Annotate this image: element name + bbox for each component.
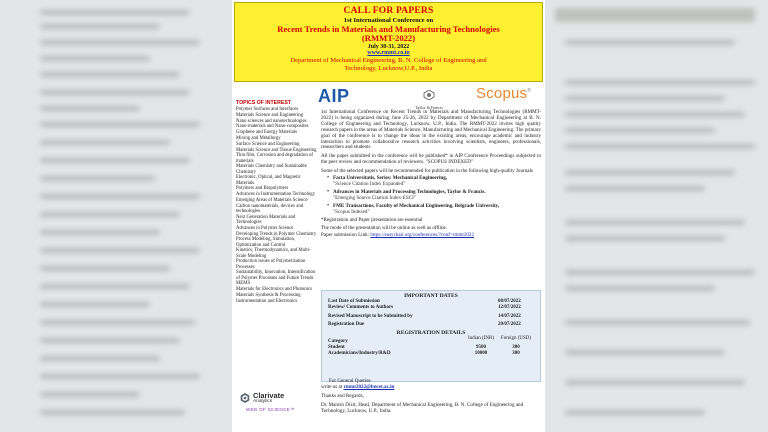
journal-item	[327, 176, 541, 188]
conference-date: July 30-31, 2022	[367, 44, 410, 51]
write-label: write us at	[321, 384, 343, 390]
conference-title-line1: Recent Trends in Materials and Manufacturing Technologies	[277, 24, 500, 34]
taylor-francis-logo	[414, 87, 444, 110]
journal-index: "Science Citation Index Expanded"	[333, 180, 406, 187]
signature-line: Dr. Manish Dixit, Head, Department of Mechanical Engineering, B. N. College of Engineering and Technology, Lucknow, U.P., India.	[321, 402, 524, 414]
journal-name: • Facta Universitatis, Series: Mechanical Engineering,	[333, 175, 448, 182]
journal-name: • FME Transactions, Faculty of Mechanical Engineering, Belgrade University,	[333, 202, 500, 209]
topic-item: Developing Trends in Polymer Chemistry	[236, 231, 317, 237]
contact-email-link[interactable]: rmmt2022@bncet.ac.in	[343, 384, 395, 390]
selected-papers-paragraph: Some of the selected papers will be recommended for publication in the following high-quality Journals	[321, 168, 533, 175]
scopus-logo	[476, 85, 531, 102]
submission-label: Paper submission Link:	[321, 232, 370, 239]
journal-list	[327, 176, 541, 215]
topic-item: Process Modeling, Simulation, Optimization and Control	[236, 237, 296, 248]
web-of-science-label: WEB OF SCIENCE™	[246, 407, 295, 412]
presentation-mode: The mode of the presentation will be online as well as offline.	[321, 225, 448, 232]
poster-header	[234, 2, 543, 82]
journal-item	[327, 204, 541, 216]
topic-item: Materials Science and Tissue Engineering	[236, 147, 317, 153]
registration-table	[322, 336, 540, 358]
organizer-department	[235, 57, 542, 72]
date-value: 14/07/2022	[498, 313, 521, 319]
clarivate-emblem-icon	[240, 393, 250, 403]
aip-logo: AIP	[318, 86, 350, 106]
conference-poster	[232, 0, 545, 432]
date-value: 20/07/2022	[498, 322, 521, 328]
registration-header-row	[328, 336, 534, 345]
topic-item: Nano sciences and nanotechnologies	[236, 118, 307, 124]
call-for-papers-heading: CALL FOR PAPERS	[343, 6, 434, 16]
poster-footer	[321, 378, 541, 414]
topic-item: MEMS	[236, 281, 251, 287]
organizer-line1: Department of Mechanical Engineering, B. N. College of Engineering and	[290, 57, 487, 65]
topic-item: Production issues of Polymerization Processes	[236, 259, 306, 270]
col-indian: Indian (INR)	[468, 335, 494, 341]
topic-item: Sustainability, Innovation, Intensification of Polymer Processes and Future Trends	[236, 270, 316, 281]
date-row	[322, 305, 540, 311]
date-value: 08/07/2022	[498, 299, 521, 304]
topic-item: Polymer Surfaces and Interfaces	[236, 107, 299, 112]
topic-item: Materials Synthesis & Processing	[236, 292, 301, 298]
conference-ordinal: 1st International Conference on	[343, 17, 434, 24]
topic-item: Emerging Areas of Materials Science	[236, 197, 308, 203]
date-value: 12/07/2022	[498, 305, 521, 311]
topic-item: Carbon nanomaterials, devices and technologies	[236, 203, 304, 214]
topic-item: Advances in Instrumentation Technology	[236, 192, 316, 198]
topic-item: Materials for Electronics and Photonics	[236, 287, 312, 293]
topic-item: Mixing and Metallurgy	[236, 135, 281, 141]
submission-link[interactable]: https://easychair.org/conferences/?conf=rmmt2022	[370, 232, 475, 239]
journal-item	[327, 190, 541, 202]
important-dates-heading: IMPORTANT DATES	[404, 293, 458, 299]
contact-line	[321, 384, 541, 390]
organizer-line2: Technology, Lucknow,U.P., India	[344, 64, 433, 72]
topic-item: Materials Science and Engineering	[236, 112, 303, 118]
topic-item: Surface Science and Engineering	[236, 141, 300, 147]
reg-category: Academicians/Industry/R&D	[328, 351, 391, 357]
journal-index: "Scopus Indexed"	[333, 208, 370, 215]
journal-name: • Advances in Materials and Processing Technologies, Taylor & Francis.	[333, 188, 486, 195]
topic-item: Polymers and Biopolymers	[236, 186, 289, 192]
topic-item: Instrumentation and Electronics	[236, 298, 298, 304]
clarivate-name: Clarivate	[253, 391, 285, 400]
topic-item: Kinetics, Thermodynamics, and Multi-Scale Modeling	[236, 248, 311, 259]
publisher-logos	[318, 86, 544, 108]
queries-label: For General Queries	[329, 378, 371, 384]
blurred-background-right	[545, 0, 768, 432]
scopus-registered-mark: ®	[527, 88, 532, 94]
publication-paragraph: All the paper submitted in the conference will be published* in AIP Conference Proceedings subjected to the peer review and recommendation of reviewers. "SCOPUS INDEXED"	[321, 153, 541, 166]
topics-heading: TOPICS OF INTEREST	[236, 100, 291, 106]
topic-item: Next Generation Materials and Technologies	[236, 214, 296, 225]
dates-registration-box	[321, 290, 541, 382]
col-category: Category	[328, 338, 348, 344]
taylor-francis-text: Taylor & Francis	[415, 105, 443, 110]
reg-usd: 300	[512, 351, 520, 357]
registration-row	[328, 351, 534, 357]
date-row	[322, 314, 540, 320]
conference-title-line2: (RMMT-2022)	[361, 33, 416, 44]
thanks-line: Thanks and Regards,	[321, 393, 364, 399]
topic-item: Thin film, Corrosion and degradation of materials	[236, 153, 314, 164]
topic-item: Graphene and Energy Materials	[236, 130, 298, 136]
date-label: Revised Manuscript to be Submitted by	[328, 313, 413, 319]
reg-inr: 9500	[476, 344, 486, 350]
reg-usd: 300	[512, 344, 520, 350]
date-label: Registration Due	[328, 322, 365, 328]
topic-item: Materials Chemistry and Sustainable Chemistry	[236, 164, 307, 175]
topic-item: Nano-materials and Nano-composites	[236, 124, 309, 130]
reg-inr: 10000	[474, 351, 488, 357]
blurred-background-left	[0, 0, 232, 432]
date-label: Last Date of Submission	[328, 299, 380, 304]
registration-heading: REGISTRATION DETAILS	[396, 329, 466, 336]
conference-title	[235, 25, 542, 43]
taylor-francis-emblem-icon	[423, 90, 435, 100]
col-foreign: Foreign (USD)	[500, 335, 532, 341]
date-row	[322, 322, 540, 328]
clarivate-sub: Analytics	[253, 399, 273, 404]
topic-item: Electronic, Optical, and Magnetic Materials	[236, 175, 301, 186]
date-label: Review/ Comments to Authors	[328, 305, 394, 311]
conference-description	[321, 110, 541, 242]
topics-list	[236, 107, 318, 304]
reg-category: Student	[328, 344, 345, 350]
journal-index: "Emerging Source Citation Index-ESCI"	[333, 194, 416, 201]
intro-paragraph: 1st International Conference on Recent Trends in Materials and Manufacturing Technologies (RMMT-2022) is being organized during June 25-26, 2022 by Department of Mechanical Engineering at B. N. College of Engineering and Technology, Lucknow, U.P., India. The RMMT-2022 invites high quality research papers in the areas of Materials Science, Manufacturing and Mechanical Engineering. The primary goal of the conference is to change the ideas in the existing areas, encourage academic and industry interaction to promote collaborative research activities involving scientists, engineers, professionals, researchers and students	[321, 109, 541, 151]
registration-note: *Registration and Paper presentation are essential	[321, 216, 423, 223]
submission-line	[321, 233, 541, 239]
topics-of-interest	[236, 100, 318, 305]
conference-url-link[interactable]: www.rmmt.co.in	[367, 50, 410, 57]
scopus-logo-text: Scopus	[476, 85, 528, 102]
topic-item: Advances in Polymer Science	[236, 225, 294, 231]
